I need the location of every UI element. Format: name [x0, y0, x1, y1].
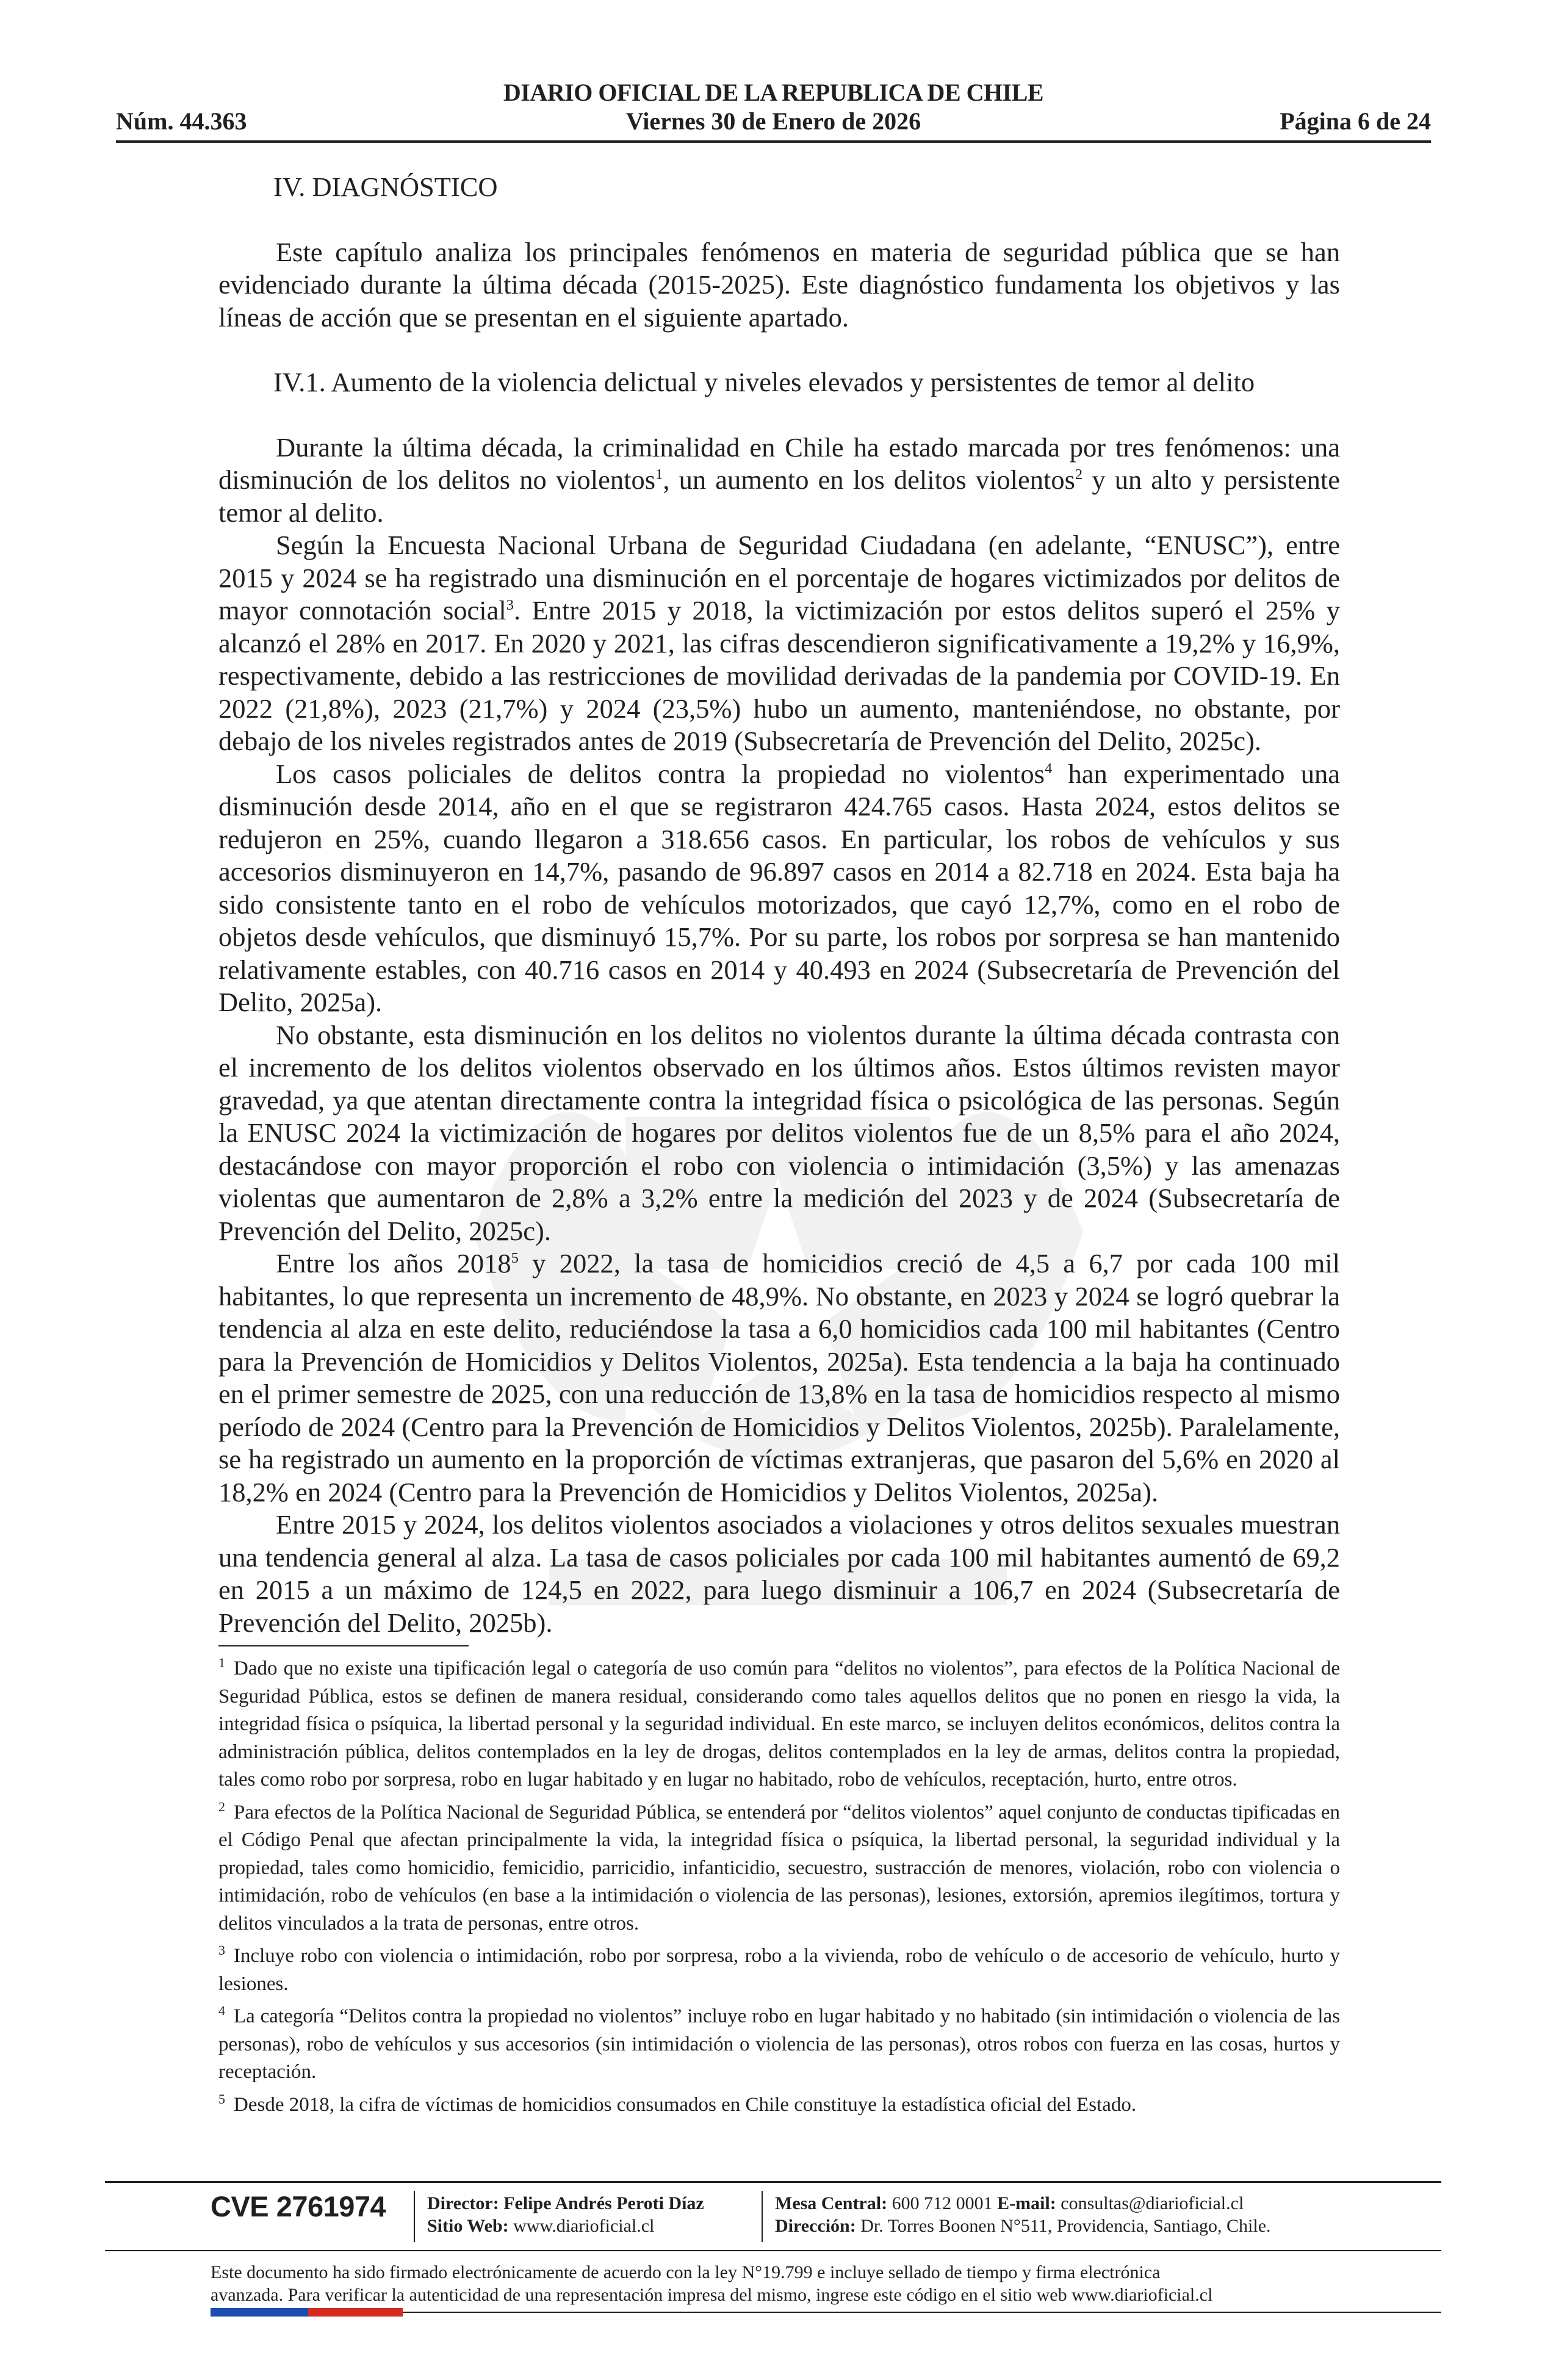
legal-notice: Este documento ha sido firmado electrónicamente de acuerdo con la ley N°19.799 e incluye sellado de tiempo y firma electrónica avanzada. Para verificar la autenticidad de una representación impresa del mismo, ingrese este código en el sitio web www.diarioficial.cl	[211, 2262, 1213, 2305]
subsection-heading: IV.1. Aumento de la violencia delictual y niveles elevados y persistentes de temor al delito	[273, 367, 1255, 397]
footer-middle-divider	[105, 2250, 1441, 2251]
director-info: Director: Felipe Andrés Peroti Díaz Sitio Web: www.diarioficial.cl	[427, 2193, 704, 2236]
footer-top-divider	[105, 2181, 1441, 2183]
intro-paragraph: Este capítulo analiza los principales fenómenos en materia de seguridad pública que se han evidenciado durante la última década (2015-2025). Este diagnóstico fundamenta los objetivos y las líneas de acción que se presentan en el siguiente apartado.	[218, 236, 1340, 333]
paragraph-5: Entre los años 2018$^5$ y 2022, la tasa de homicidios creció de 4,5 a 6,7 por cada 100 mil habitantes, lo que representa un incremento de 48,9%. No obstante, en 2023 y 2024 se logró quebrar la tendencia al alza en este delito, reduciéndose la tasa a 6,0 homicidios cada 100 mil habitantes (Centro para la Prevención de Homicidios y Delitos Violentos, 2025a). Esta tendencia a la baja ha continuado en el primer semestre de 2025, con una reducción de 13,8% en la tasa de homicidios respecto al mismo período de 2024 (Centro para la Prevención de Homicidios y Delitos Violentos, 2025b). Paralelamente, se ha registrado un aumento en la proporción de víctimas extranjeras, que pasaron del 5,6% en 2020 al 18,2% en 2024 (Centro para la Prevención de Homicidios y Delitos Violentos, 2025a).	[218, 1248, 1340, 1507]
chile-flag-stripe	[211, 2308, 403, 2317]
paragraph-3: Los casos policiales de delitos contra la propiedad no violentos$^4$ han experimentado una disminución desde 2014, año en el que se registraron 424.765 casos. Hasta 2024, estos delitos se redujeron en 25%, cuando llegaron a 318.656 casos. En particular, los robos de vehículos y sus accesorios disminuyeron en 14,7%, pasando de 96.897 casos en 2014 a 82.718 en 2024. Esta baja ha sido consistente tanto en el robo de vehículos motorizados, que cayó 12,7%, como en el robo de objetos desde vehículos, que disminuyó 15,7%. Por su parte, los robos por sorpresa se han mantenido relativamente estables, con 40.716 casos en 2014 y 40.493 en 2024 (Subsecretaría de Prevención del Delito, 2025a).	[218, 758, 1340, 1017]
footer-bottom-divider	[403, 2312, 1441, 2313]
footnote-1: $^1$ Dado que no existe una tipificación legal o categoría de uso común para “delitos no violentos”, para efectos de la Política Nacional de Seguridad Pública, estos se definen de manera residual, considerando como tales aquellos delitos que no ponen en riesgo la vida, la integridad física o psíquica, la libertad personal y la seguridad individual. En este marco, se incluyen delitos económicos, delitos contra la administración pública, delitos contemplados en la ley de drogas, delitos contemplados en la ley de armas, delitos contra la propiedad, tales como robo por sorpresa, robo en lugar habitado y en lugar no habitado, robo de vehículos, receptación, hurto, entre otros.	[218, 1655, 1340, 1790]
footnote-ref-4: 4	[1044, 760, 1053, 777]
section-heading: IV. DIAGNÓSTICO	[273, 171, 498, 202]
footnote-4: $^4$ La categoría “Delitos contra la propiedad no violentos” incluye robo en lugar habitado y no habitado (sin intimidación o violencia de las personas), robo de vehículos y sus accesorios (sin intimidación o violencia de las personas), otros robos con fuerza en las cosas, hurtos y receptación.	[218, 2003, 1340, 2083]
footnote-ref-3: 3	[506, 597, 514, 614]
paragraph-2: Según la Encuesta Nacional Urbana de Seguridad Ciudadana (en adelante, “ENUSC”), entre 2015 y 2024 se ha registrado una disminución en el porcentaje de hogares victimizados por delitos de mayor connotación social$^3$. Entre 2015 y 2018, la victimización por estos delitos superó el 25% y alcanzó el 28% en 2017. En 2020 y 2021, las cifras descendieron significativamente a 19,2% y 16,9%, respectivamente, debido a las restricciones de movilidad derivadas de la pandemia por COVID-19. En 2022 (21,8%), 2023 (21,7%) y 2024 (23,5%) hubo un aumento, manteniéndose, no obstante, por debajo de los niveles registrados antes de 2019 (Subsecretaría de Prevención del Delito, 2025c).	[218, 530, 1340, 756]
footnote-ref-1: 1	[655, 466, 663, 483]
paragraph-1: Durante la última década, la criminalidad en Chile ha estado marcada por tres fenómenos: una disminución de los delitos no violentos$^1$, un aumento en los delitos violentos$^2$ y un alto y persistente temor al delito.	[218, 431, 1340, 528]
footnote-2: $^2$ Para efectos de la Política Nacional de Seguridad Pública, se entenderá por “delitos violentos” aquel conjunto de conductas tipificadas en el Código Penal que afectan principalmente la vida, la integridad física o psíquica, la libertad personal, la seguridad individual y la propiedad, tales como homicidio, femicidio, parricidio, infanticidio, secuestro, sustracción de menores, violación, robo con violencia o intimidación, robo de vehículos (en base a la intimidación o violencia de las personas), lesiones, extorsión, apremios ilegítimos, tortura y delitos vinculados a la trata de personas, entre otros.	[218, 1798, 1340, 1935]
footnote-ref-5: 5	[511, 1250, 519, 1267]
website-link[interactable]: www.diarioficial.cl	[513, 2216, 655, 2236]
issue-date: Viernes 30 de Enero de 2026	[625, 107, 921, 135]
page-header	[116, 78, 1431, 136]
newspaper-title: DIARIO OFICIAL DE LA REPUBLICA DE CHILE	[503, 79, 1044, 106]
header-divider	[116, 140, 1431, 143]
footnote-5: $^5$ Desde 2018, la cifra de víctimas de homicidios consumados en Chile constituye la estadística oficial del Estado.	[218, 2091, 1137, 2116]
contact-info: Mesa Central: 600 712 0001 E-mail: consultas@diarioficial.cl Dirección: Dr. Torres Boonen N°511, Providencia, Santiago, Chile.	[775, 2193, 1271, 2236]
paragraph-4: No obstante, esta disminución en los delitos no violentos durante la última década contrasta con el incremento de los delitos violentos observado en los últimos años. Estos últimos revisten mayor gravedad, ya que atentan directamente contra la integridad física o psicológica de las personas. Según la ENUSC 2024 la victimización de hogares por delitos violentos fue de un 8,5% para el año 2024, destacándose con mayor proporción el robo con violencia o intimidación (3,5%) y las amenazas violentas que aumentaron de 2,8% a 3,2% entre la medición del 2023 y de 2024 (Subsecretaría de Prevención del Delito, 2025c).	[218, 1019, 1340, 1246]
footnotes	[218, 1655, 1340, 2124]
footnote-divider	[218, 1645, 469, 1646]
paragraph-6: Entre 2015 y 2024, los delitos violentos asociados a violaciones y otros delitos sexuales muestran una tendencia general al alza. La tasa de casos policiales por cada 100 mil habitantes aumentó de 69,2 en 2015 a un máximo de 124,5 en 2022, para luego disminuir a 106,7 en 2024 (Subsecretaría de Prevención del Delito, 2025b).	[218, 1509, 1340, 1638]
footer-separator	[414, 2191, 415, 2242]
issue-number: Núm. 44.363	[116, 107, 247, 135]
footer-separator	[762, 2191, 763, 2242]
email-link[interactable]: consultas@diarioficial.cl	[1061, 2193, 1244, 2213]
footnote-3: $^3$ Incluye robo con violencia o intimidación, robo por sorpresa, robo a la vivienda, robo de vehículo o de accesorio de vehículo, hurto y lesiones.	[218, 1942, 1340, 1995]
footnote-ref-2: 2	[1075, 466, 1083, 483]
main-text	[218, 171, 1340, 1639]
cve-code: CVE 2761974	[211, 2190, 386, 2223]
page-number: Página 6 de 24	[1280, 107, 1431, 135]
